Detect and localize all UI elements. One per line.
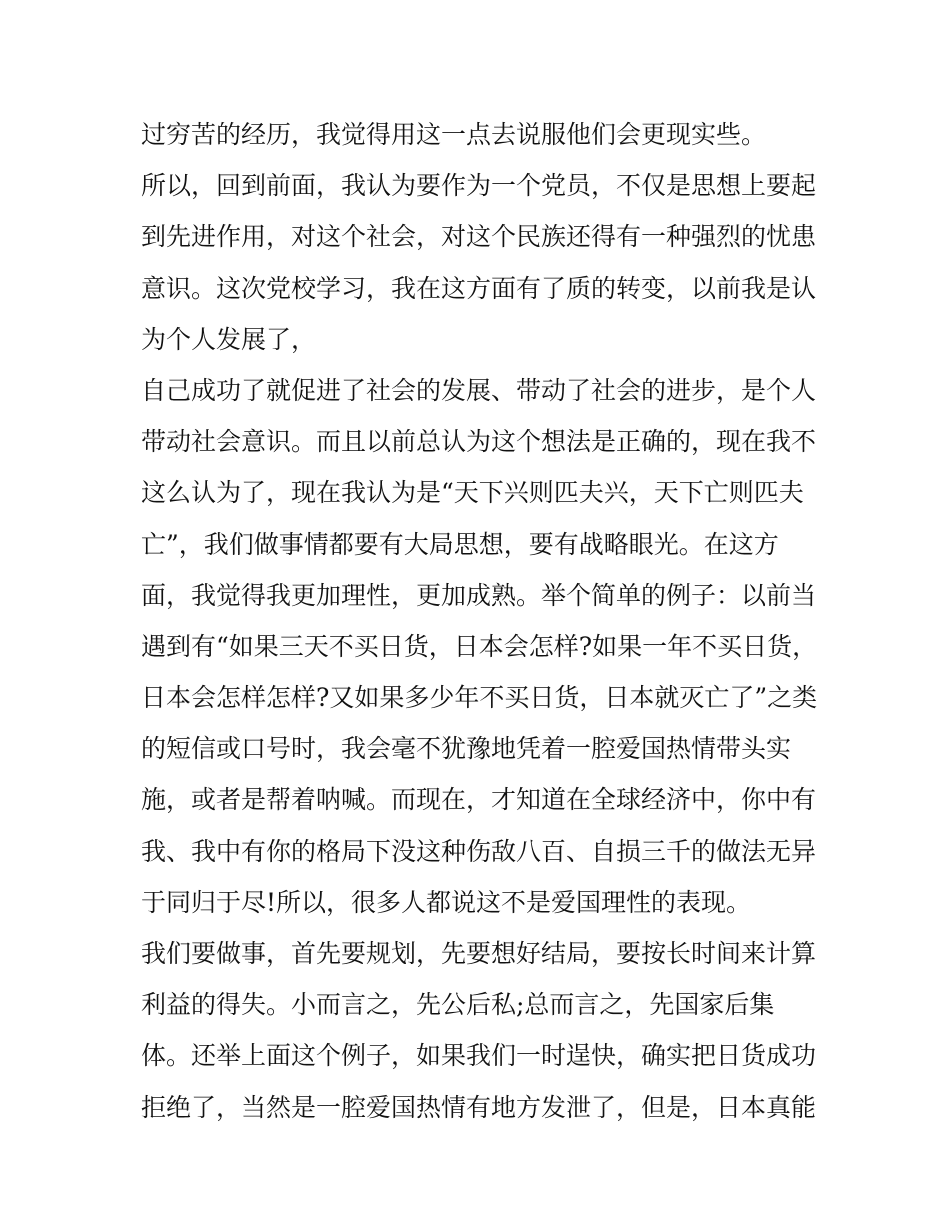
text-line: 遇到有“如果三天不买日货，日本会怎样?如果一年不买日货， [141, 631, 818, 661]
text-line: 利益的得失。小而言之，先公后私;总而言之，先国家后集 [141, 990, 775, 1020]
text-line: 施，或者是帮着呐喊。而现在，才知道在全球经济中，你中有 [141, 785, 817, 815]
text-line: 为个人发展了， [141, 324, 317, 354]
text-line: 体。还举上面这个例子，如果我们一时逞快，确实把日货成功 [141, 1041, 817, 1071]
text-line: 我、我中有你的格局下没这种伤敌八百、自损三千的做法无异 [141, 836, 817, 866]
text-line: 自己成功了就促进了社会的发展、带动了社会的进步，是个人 [141, 375, 817, 405]
text-line: 带动社会意识。而且以前总认为这个想法是正确的，现在我不 [141, 427, 817, 457]
body-text [141, 109, 821, 1133]
text-line: 意识。这次党校学习，我在这方面有了质的转变，以前我是认 [141, 273, 817, 303]
text-line: 到先进作用，对这个社会，对这个民族还得有一种强烈的忧患 [141, 222, 817, 252]
text-line: 所以，回到前面，我认为要作为一个党员，不仅是思想上要起 [141, 171, 817, 201]
text-line: 亡”，我们做事情都要有大局思想，要有战略眼光。在这方 [141, 529, 779, 559]
text-line: 日本会怎样怎样?又如果多少年不买日货，日本就灭亡了”之类 [141, 683, 818, 713]
text-line: 于同归于尽!所以，很多人都说这不是爱国理性的表现。 [141, 887, 752, 917]
text-line: 这么认为了，现在我认为是“天下兴则匹夫兴，天下亡则匹夫 [141, 478, 804, 508]
text-line: 的短信或口号时，我会毫不犹豫地凭着一腔爱国热情带头实 [141, 734, 792, 764]
text-line: 面，我觉得我更加理性，更加成熟。举个简单的例子：以前当 [141, 580, 817, 610]
text-line: 我们要做事，首先要规划，先要想好结局，要按长时间来计算 [141, 939, 817, 968]
text-line: 过穷苦的经历，我觉得用这一点去说服他们会更现实些。 [141, 120, 767, 149]
text-line: 拒绝了，当然是一腔爱国热情有地方发泄了，但是，日本真能 [141, 1092, 817, 1122]
